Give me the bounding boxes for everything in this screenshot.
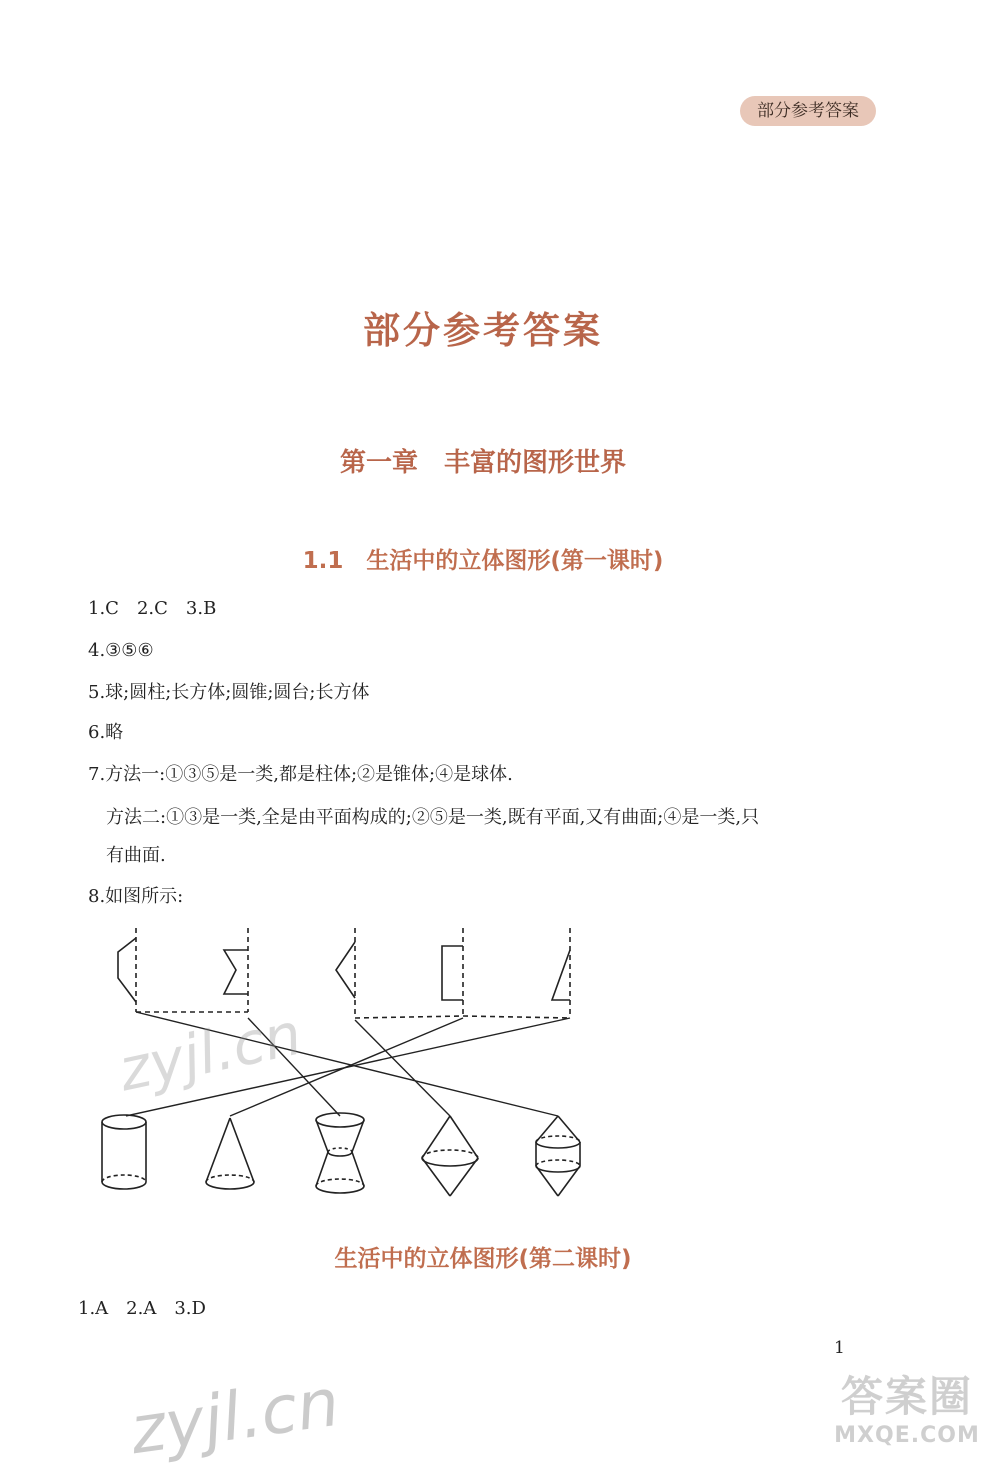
half-rectangle-shape [442, 946, 463, 1000]
matching-figure [90, 920, 610, 1210]
answer-line-4: 6.略 [88, 722, 124, 743]
frustum-pair-shape [316, 1113, 364, 1193]
page-number: 1 [834, 1338, 845, 1358]
answer-line-8: 8.如图所示: [88, 886, 184, 907]
page-title: 部分参考答案 [363, 309, 603, 352]
watermark-logo [824, 1372, 990, 1450]
watermark-logo-line1: 答案圈 [840, 1372, 973, 1421]
watermark-zyjl-mid: zyjl.cn [112, 999, 308, 1105]
double-cone-shape [422, 1116, 478, 1196]
half-rhombus-shape [336, 942, 355, 998]
half-triangle-shape [552, 950, 570, 1000]
answer-line-3: 5.球;圆柱;长方体;圆锥;圆台;长方体 [88, 682, 370, 703]
section-title-1: 1.1 生活中的立体图形(第一课时) [302, 548, 664, 574]
half-trapezoid-shape [118, 938, 136, 1002]
answer2-line-1: 1.A 2.A 3.D [78, 1298, 206, 1319]
matching-lines [126, 1012, 570, 1116]
cone-cylinder-cone-shape [536, 1116, 580, 1196]
header-tag: 部分参考答案 [740, 96, 876, 126]
solid-shapes [102, 1113, 580, 1196]
answer-line-7: 有曲面. [106, 845, 166, 866]
half-hourglass-shape [224, 950, 248, 994]
answer-line-2: 4.③⑤⑥ [88, 640, 154, 661]
watermark-logo-line2: MXQE.COM [834, 1423, 980, 1448]
answer-line-1: 1.C 2.C 3.B [88, 598, 217, 619]
cylinder-shape [102, 1115, 146, 1189]
watermark-zyjl-bottom: zyjl.cn [125, 1363, 344, 1469]
cone-shape [206, 1118, 254, 1189]
cross-section-shapes [118, 928, 570, 1018]
chapter-title: 第一章 丰富的图形世界 [339, 448, 626, 478]
answer-line-5: 7.方法一:①③⑤是一类,都是柱体;②是锥体;④是球体. [88, 764, 513, 785]
answer-line-6: 方法二:①③是一类,全是由平面构成的;②⑤是一类,既有平面,又有曲面;④是一类,只 [106, 807, 760, 828]
section-title-2: 生活中的立体图形(第二课时) [334, 1246, 632, 1272]
